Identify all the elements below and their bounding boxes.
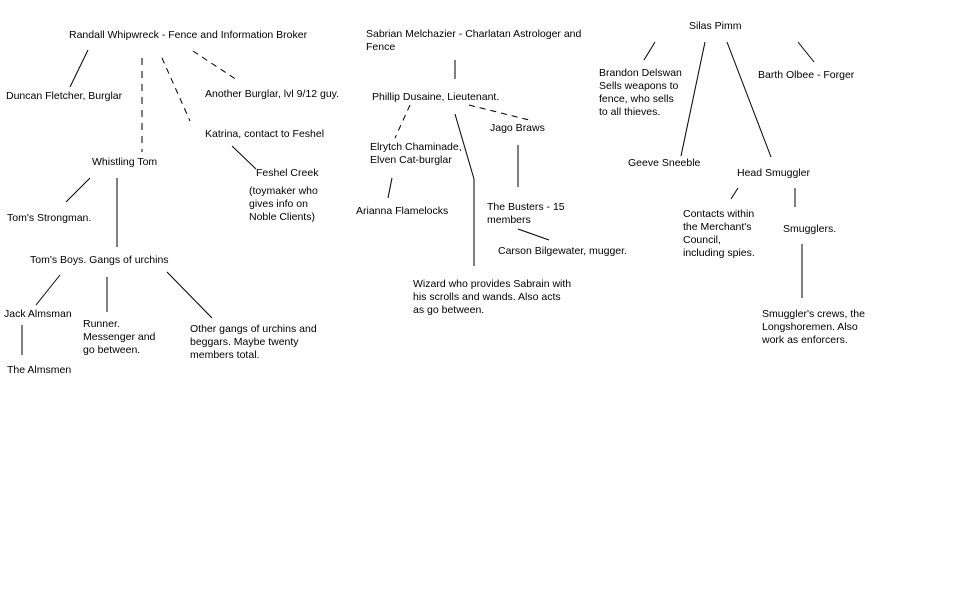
- line-whistling-tom-strongman: [66, 178, 90, 202]
- node-silas-pimm: Silas Pimm: [689, 20, 742, 32]
- node-whistling-tom: Whistling Tom: [92, 156, 158, 168]
- node-arianna-flamelocks: Arianna Flamelocks: [356, 205, 449, 217]
- line-silas-head-smuggler: [727, 42, 771, 157]
- node-sabrian-melchazier: Sabrian Melchazier - Charlatan Astrologer and Fence: [366, 28, 582, 53]
- node-head-smuggler: Head Smuggler: [737, 167, 810, 179]
- node-feshel-note: (toymaker who gives info on Noble Clients): [249, 185, 318, 223]
- line-phillip-jago: [469, 105, 529, 120]
- node-brandon-delswan: Brandon Delswan Sells weapons to fence, who sells to all thieves.: [599, 67, 682, 118]
- line-elrytch-arianna: [388, 178, 392, 198]
- node-elrytch-chaminade: Elrytch Chaminade, Elven Cat-burglar: [370, 141, 462, 166]
- line-katrina-feshel: [232, 146, 256, 169]
- node-carson-bilgewater: Carson Bilgewater, mugger.: [498, 245, 627, 257]
- node-runner: Runner. Messenger and go between.: [83, 318, 156, 356]
- line-silas-geeve: [681, 42, 705, 156]
- node-smugglers: Smugglers.: [783, 223, 837, 235]
- line-boys-jack: [36, 275, 60, 305]
- line-head-smuggler-contacts: [731, 188, 738, 199]
- line-busters-carson: [518, 229, 549, 240]
- node-feshel-creek: Feshel Creek: [256, 167, 319, 179]
- node-toms-strongman: Tom's Strongman.: [7, 212, 92, 224]
- node-randall-whipwreck: Randall Whipwreck - Fence and Information Broker: [69, 29, 308, 41]
- node-wizard: Wizard who provides Sabrain with his scrolls and wands. Also acts as go between.: [413, 278, 572, 316]
- node-phillip-dusaine: Phillip Dusaine, Lieutenant.: [372, 91, 500, 103]
- node-other-gangs: Other gangs of urchins and beggars. Maybe twenty members total.: [190, 323, 317, 361]
- node-the-almsmen: The Almsmen: [7, 364, 72, 376]
- node-geeve-sneeble: Geeve Sneeble: [628, 157, 701, 169]
- line-silas-brandon: [644, 42, 655, 60]
- node-another-burglar: Another Burglar, lvl 9/12 guy.: [205, 88, 340, 100]
- line-randall-katrina: [162, 58, 190, 121]
- line-randall-another-burglar: [193, 51, 237, 80]
- line-boys-other-gangs: [167, 272, 212, 318]
- node-jack-almsman: Jack Almsman: [4, 308, 72, 320]
- node-barth-olbee: Barth Olbee - Forger: [758, 69, 855, 81]
- line-silas-barth: [798, 42, 814, 62]
- line-phillip-elrytch: [395, 105, 410, 138]
- line-randall-duncan: [70, 50, 88, 87]
- node-merchant-contacts: Contacts within the Merchant's Council, including spies.: [683, 208, 755, 259]
- node-katrina: Katrina, contact to Feshel: [205, 128, 325, 140]
- node-duncan-fletcher: Duncan Fletcher, Burglar: [6, 90, 123, 102]
- node-toms-boys: Tom's Boys. Gangs of urchins: [30, 254, 169, 266]
- node-jago-braws: Jago Braws: [490, 122, 545, 134]
- node-smugglers-crews: Smuggler's crews, the Longshoremen. Also work as enforcers.: [762, 308, 865, 346]
- node-the-busters: The Busters - 15 members: [487, 201, 565, 226]
